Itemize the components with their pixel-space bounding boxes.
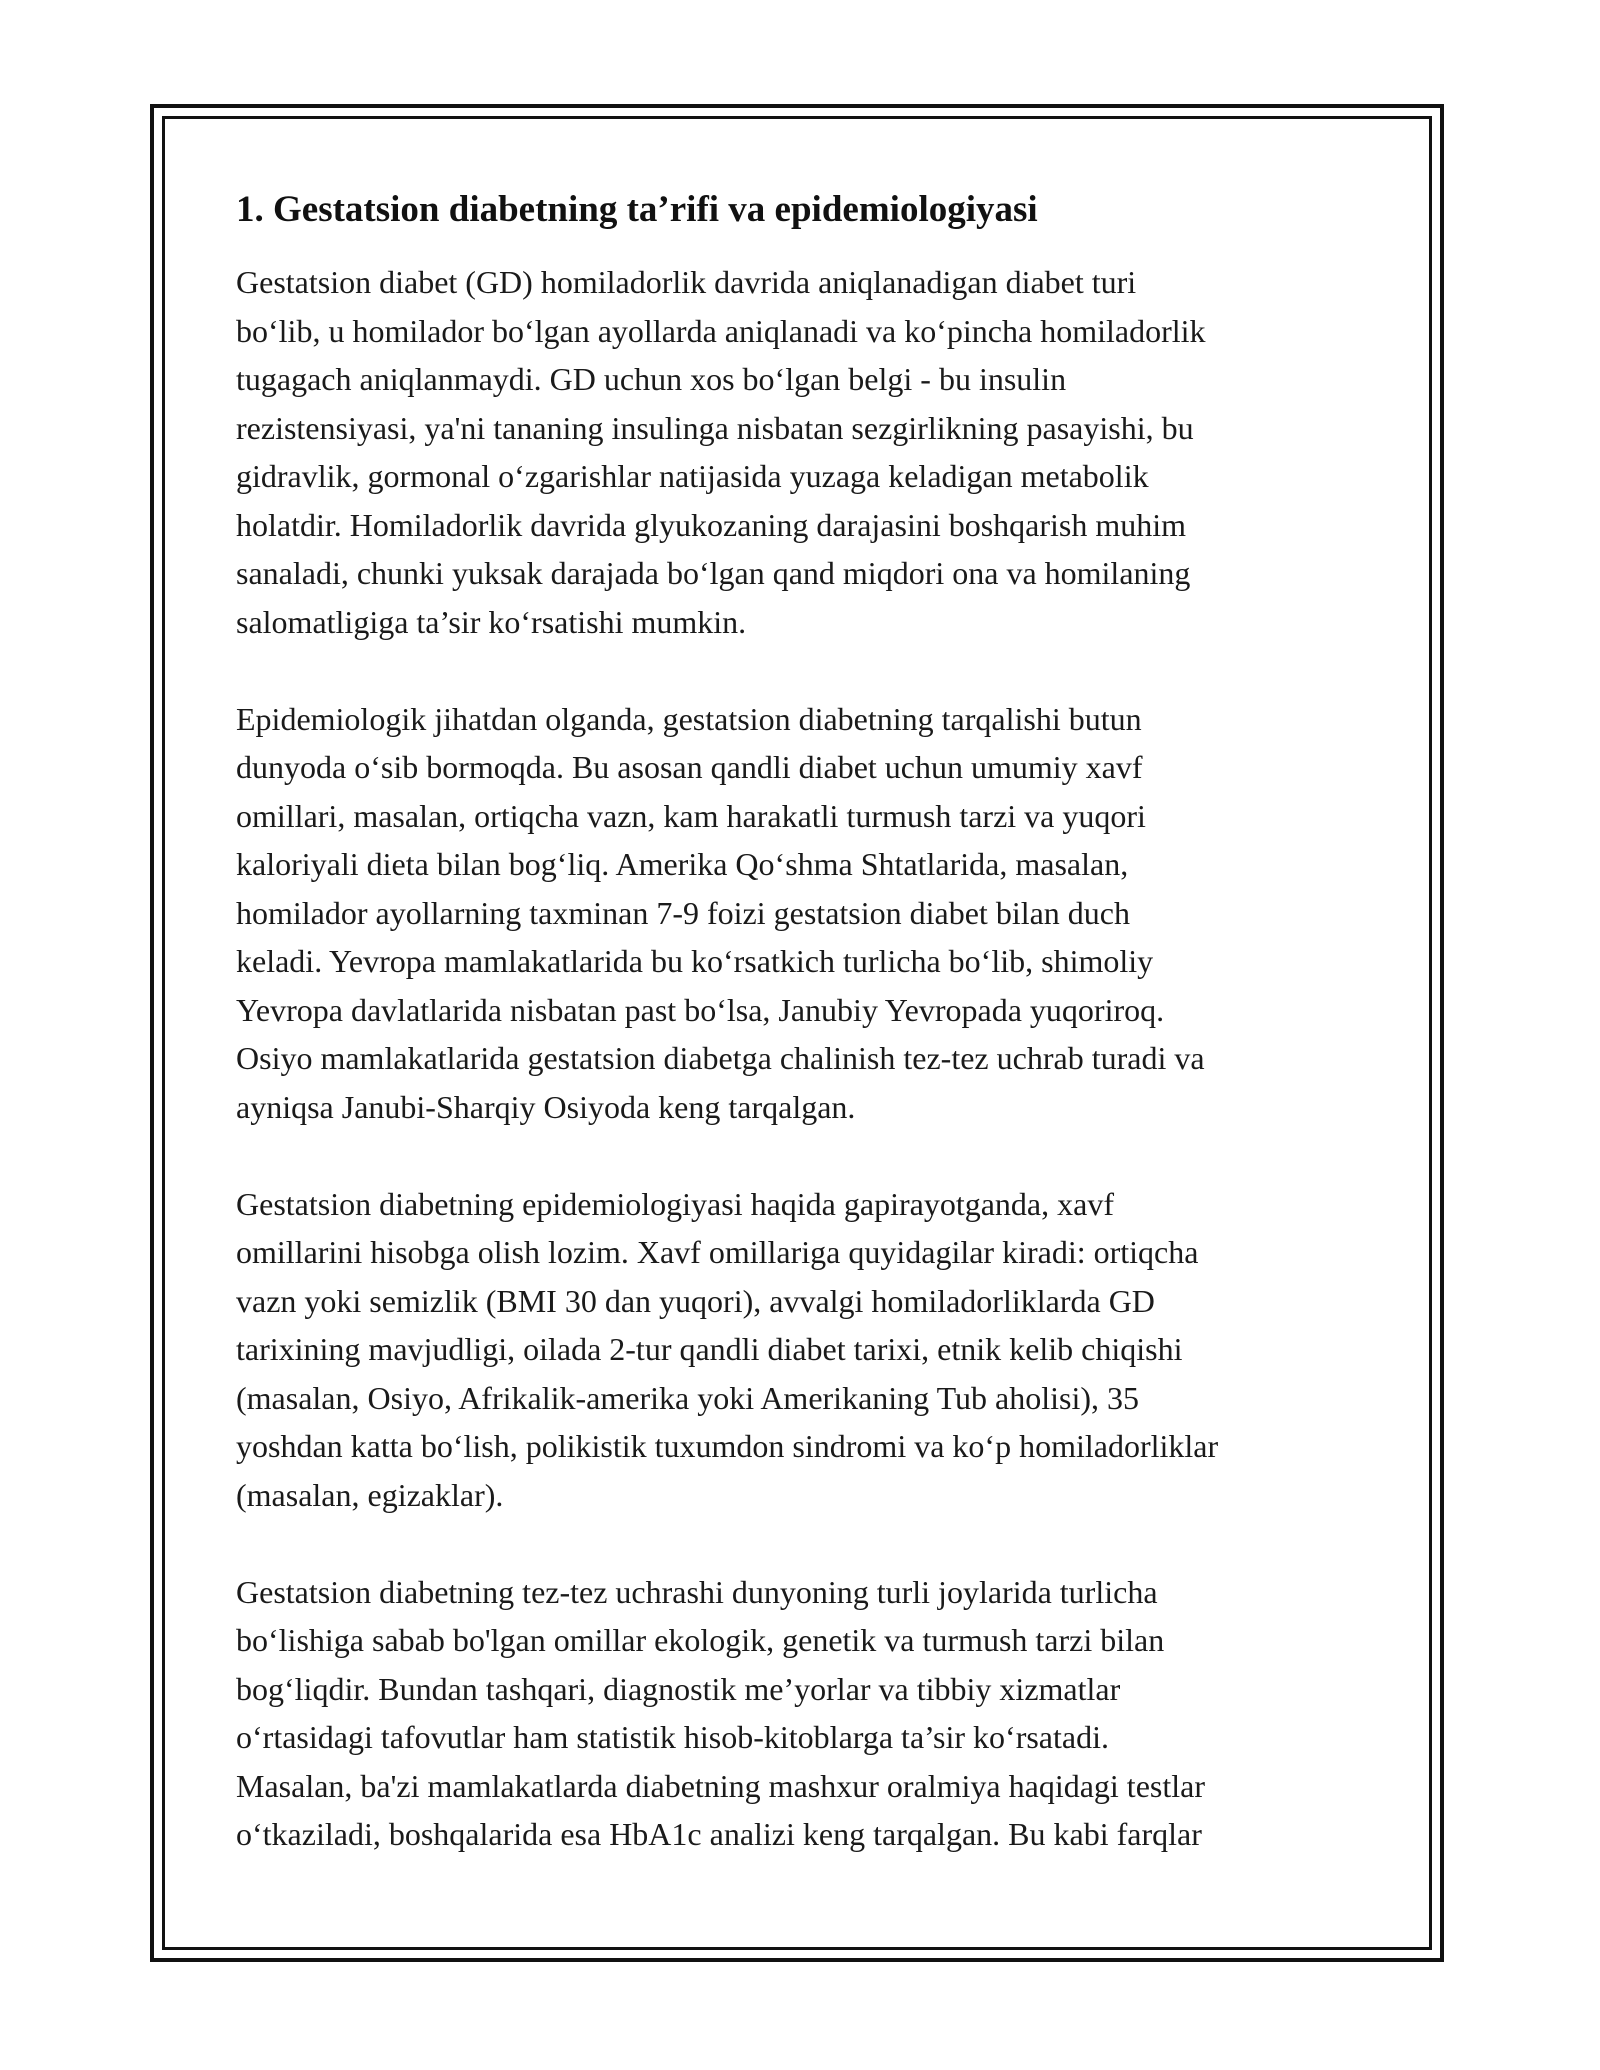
document-body [236, 186, 1376, 1907]
section-heading: 1. Gestatsion diabetning ta’rifi va epidemiologiyasi [236, 189, 1038, 230]
paragraph-epidemiology: Epidemiologik jihatdan olganda, gestatsion diabetning tarqalishi butun dunyoda o‘sib bormoqda. Bu asosan qandli diabet uchun umumiy xavf omillari, masalan, ortiqcha vazn, kam harakatli turmush tarzi va yuqori kaloriyali dieta bilan bog‘liq. Amerika Qo‘shma Shtatlarida, masalan, homilador ayollarning taxminan 7-9 foizi gestatsion diabet bilan duch keladi. Yevropa mamlakatlarida bu ko‘rsatkich turlicha bo‘lib, shimoliy Yevropa davlatlarida nisbatan past bo‘lsa, Janubiy Yevropada yuqoriroq. Osiyo mamlakatlarida gestatsion diabetga chalinish tez-tez uchrab turadi va ayniqsa Janubi-Sharqiy Osiyoda keng tarqalgan. [236, 700, 1205, 1125]
paragraph-risk-factors: Gestatsion diabetning epidemiologiyasi haqida gapirayotganda, xavf omillarini hisobga olish lozim. Xavf omillariga quyidagilar kiradi: ortiqcha vazn yoki semizlik (BMI 30 dan yuqori), avvalgi homiladorliklarda GD tarixining mavjudligi, oilada 2-tur qandli diabet tarixi, etnik kelib chiqishi (masalan, Osiyo, Afrikalik-amerika yoki Amerikaning Tub aholisi), 35 yoshdan katta bo‘lish, polikistik tuxumdon sindromi va ko‘p homiladorliklar (masalan, egizaklar). [236, 1185, 1219, 1513]
paragraph-regional-differences: Gestatsion diabetning tez-tez uchrashi dunyoning turli joylarida turlicha bo‘lishiga sabab bo'lgan omillar ekologik, genetik va turmush tarzi bilan bog‘liqdir. Bundan tashqari, diagnostik me’yorlar va tibbiy xizmatlar o‘rtasidagi tafovutlar ham statistik hisob-kitoblarga ta’sir ko‘rsatadi. Masalan, ba'zi mamlakatlarda diabetning mashxur oralmiya haqidagi testlar o‘tkaziladi, boshqalarida esa HbA1c analizi keng tarqalgan. Bu kabi farqlar [236, 1573, 1205, 1852]
paragraph-definition: Gestatsion diabet (GD) homiladorlik davrida aniqlanadigan diabet turi bo‘lib, u homilador bo‘lgan ayollarda aniqlanadi va ko‘pincha homiladorlik tugagach aniqlanmaydi. GD uchun xos bo‘lgan belgi - bu insulin rezistensiyasi, ya'ni tananing insulinga nisbatan sezgirlikning pasayishi, bu gidravlik, gormonal o‘zgarishlar natijasida yuzaga keladigan metabolik holatdir. Homiladorlik davrida glyukozaning darajasini boshqarish muhim sanaladi, chunki yuksak darajada bo‘lgan qand miqdori ona va homilaning salomatligiga ta’sir ko‘rsatishi mumkin. [236, 264, 1206, 640]
